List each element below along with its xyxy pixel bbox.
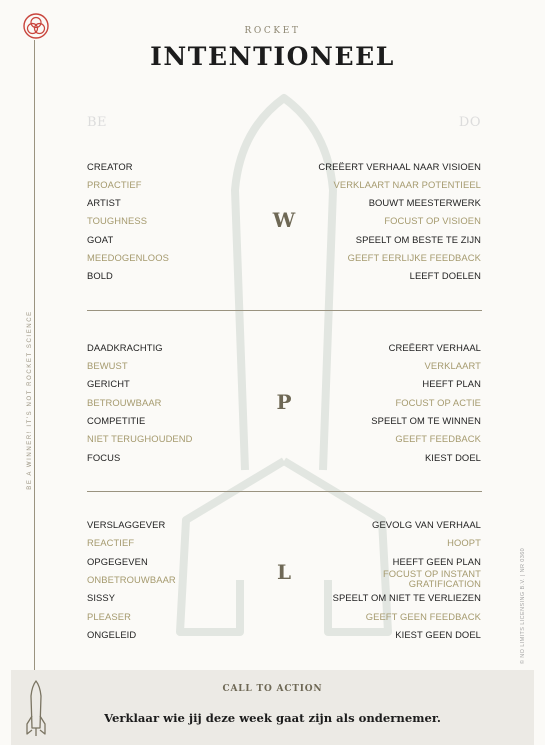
- call-to-action-panel: [11, 670, 534, 745]
- do-item: GEEFT GEEN FEEDBACK: [365, 611, 481, 622]
- section-letter-p: P: [276, 390, 292, 414]
- do-item: SPEELT OM TE WINNEN: [371, 415, 481, 426]
- do-item: SPEELT OM BESTE TE ZIJN: [355, 234, 481, 245]
- do-item: BOUWT MEESTERWERK: [368, 197, 481, 208]
- be-item: NIET TERUGHOUDEND: [87, 433, 193, 444]
- do-item: HEEFT PLAN: [422, 378, 481, 389]
- do-item: HOOPT: [447, 537, 481, 548]
- be-item: DAADKRACHTIG: [87, 342, 163, 353]
- be-item: BOLD: [87, 270, 113, 281]
- do-item: CREËERT VERHAAL NAAR VISIOEN: [318, 161, 481, 172]
- do-item: SPEELT OM NIET TE VERLIEZEN: [332, 592, 481, 603]
- do-item: GEEFT EERLIJKE FEEDBACK: [347, 252, 481, 263]
- page-title: INTENTIONEEL: [150, 42, 395, 71]
- do-item: FOCUST OP ACTIE: [395, 397, 481, 408]
- do-item: GEVOLG VAN VERHAAL: [372, 519, 481, 530]
- do-item: LEEFT DOELEN: [409, 270, 481, 281]
- page-kicker: ROCKET: [244, 26, 301, 36]
- be-item: FOCUS: [87, 452, 121, 463]
- be-item: ONBETROUWBAAR: [87, 574, 176, 585]
- be-item: ARTIST: [87, 197, 121, 208]
- be-item: VERSLAGGEVER: [87, 519, 166, 530]
- be-item: PROACTIEF: [87, 179, 142, 190]
- copyright-text: © NO LIMITS LICENSING B.V. | NR 0360: [520, 547, 526, 665]
- do-item: CREËERT VERHAAL: [388, 342, 481, 353]
- be-item: PLEASER: [87, 611, 131, 622]
- do-item: KIEST GEEN DOEL: [395, 629, 481, 640]
- cta-text: Verklaar wie jij deze week gaat zijn als ondernemer.: [104, 711, 441, 725]
- column-header-be: BE: [87, 115, 108, 130]
- do-item: GEEFT FEEDBACK: [395, 433, 481, 444]
- column-header-do: DO: [458, 115, 481, 130]
- do-item: VERKLAART: [424, 360, 481, 371]
- be-item: COMPETITIE: [87, 415, 146, 426]
- be-item: SISSY: [87, 592, 116, 603]
- be-item: REACTIEF: [87, 537, 135, 548]
- section-letter-w: W: [272, 208, 296, 232]
- be-item: MEEDOGENLOOS: [87, 252, 169, 263]
- be-item: OPGEGEVEN: [87, 556, 148, 567]
- do-item: FOCUST OP INSTANT GRATIFICATION: [382, 568, 481, 589]
- do-item: FOCUST OP VISIOEN: [384, 215, 481, 226]
- do-item: VERKLAART NAAR POTENTIEEL: [333, 179, 481, 190]
- be-item: BEWUST: [87, 360, 128, 371]
- be-item: ONGELEID: [87, 629, 137, 640]
- side-tagline: BE A WINNER! IT'S NOT ROCKET SCIENCE: [27, 310, 33, 490]
- be-item: BETROUWBAAR: [87, 397, 162, 408]
- be-item: GOAT: [87, 234, 114, 245]
- section-divider: [87, 310, 482, 311]
- do-item: KIEST DOEL: [424, 452, 481, 463]
- section-letter-l: L: [276, 560, 292, 584]
- section-divider: [87, 491, 482, 492]
- be-item: GERICHT: [87, 378, 130, 389]
- be-item: TOUGHNESS: [87, 215, 148, 226]
- do-item: HEEFT GEEN PLAN: [392, 556, 481, 567]
- cta-heading: CALL TO ACTION: [222, 684, 323, 694]
- be-item: CREATOR: [87, 161, 133, 172]
